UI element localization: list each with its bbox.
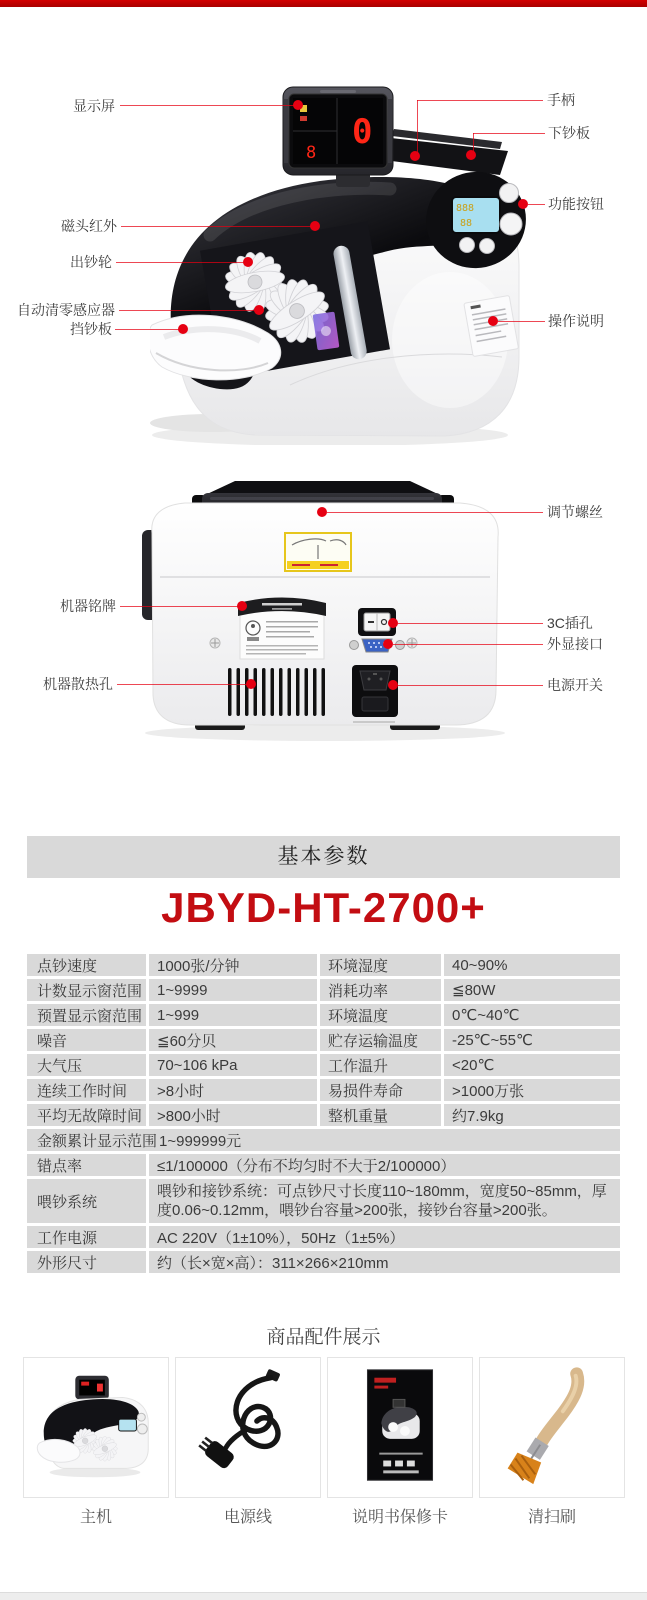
accessory-caption-power-cord: 电源线 xyxy=(223,1509,272,1526)
callout-line xyxy=(393,644,543,645)
callout-lower-plate: 下钞板 xyxy=(548,125,590,141)
callout-dot xyxy=(518,199,528,209)
main-unit-image xyxy=(24,1358,168,1497)
spec-row xyxy=(27,1054,620,1076)
spec-label: 环境湿度 xyxy=(320,954,441,976)
callout-function-buttons: 功能按钮 xyxy=(548,196,604,212)
accessory-card-manual xyxy=(327,1357,473,1498)
spec-value: >800小时 xyxy=(149,1104,317,1126)
callout-line xyxy=(119,310,257,311)
spec-label: 预置显示窗范围 xyxy=(27,1004,146,1026)
panel-button xyxy=(460,238,475,253)
callout-line xyxy=(398,623,543,624)
spec-label: 错点率 xyxy=(27,1154,146,1176)
spec-label: 平均无故障时间 xyxy=(27,1104,146,1126)
callout-handle: 手柄 xyxy=(547,92,575,108)
spec-value: >8小时 xyxy=(149,1079,317,1101)
accessory-caption-manual: 说明书保修卡 xyxy=(351,1509,448,1526)
callout-display-screen: 显示屏 xyxy=(73,98,115,114)
callout-operation-instructions: 操作说明 xyxy=(548,313,604,329)
callout-dot xyxy=(317,507,327,517)
spec-value: 40~90% xyxy=(444,954,620,976)
callout-dot xyxy=(237,601,247,611)
callout-dot xyxy=(293,100,303,110)
spec-label: 点钞速度 xyxy=(27,954,146,976)
spec-label: 整机重量 xyxy=(320,1104,441,1126)
spec-row-merged xyxy=(27,1129,620,1151)
callout-dot xyxy=(246,679,256,689)
callout-line xyxy=(327,512,543,513)
callout-line xyxy=(498,321,545,322)
spec-value: 0℃~40℃ xyxy=(444,1004,620,1026)
spec-row xyxy=(27,1079,620,1101)
top-red-bar xyxy=(0,0,647,7)
spec-label: 易损件寿命 xyxy=(320,1079,441,1101)
spec-row xyxy=(27,954,620,976)
spec-value: 70~106 kPa xyxy=(149,1054,317,1076)
spec-section-header: 基本参数 xyxy=(27,836,620,878)
spec-value: 约（长×宽×高）：311×266×210mm xyxy=(149,1251,620,1273)
callout-line xyxy=(417,100,543,101)
callout-line xyxy=(473,133,545,134)
spec-value: AC 220V（1±10%），50Hz（1±5%） xyxy=(149,1226,620,1248)
spec-value: >1000万张 xyxy=(444,1079,620,1101)
spec-label: 连续工作时间 xyxy=(27,1079,146,1101)
spec-value: 喂钞和接钞系统：可点钞尺寸长度110~180mm，宽度50~85mm，厚度0.06~0.12mm，喂钞台容量>200张，接钞台容量>200张。 xyxy=(149,1179,620,1223)
spec-value: 1~999 xyxy=(149,1004,317,1026)
spec-label: 消耗功率 xyxy=(320,979,441,1001)
manual-warranty-image xyxy=(328,1358,472,1497)
spec-label: 噪音 xyxy=(27,1029,146,1051)
panel-button xyxy=(500,213,522,235)
spec-table xyxy=(27,954,620,1276)
panel-button xyxy=(500,184,519,203)
callout-dot xyxy=(466,150,476,160)
callout-external-display-port: 外显接口 xyxy=(547,636,603,652)
panel-button xyxy=(480,239,495,254)
accessory-caption-brush: 清扫刷 xyxy=(527,1509,576,1526)
callout-adjust-screw: 调节螺丝 xyxy=(547,504,603,520)
accessory-card-power-cord xyxy=(175,1357,321,1498)
spec-value: 1~9999 xyxy=(149,979,317,1001)
spec-row xyxy=(27,1004,620,1026)
spec-label: 喂钞系统 xyxy=(27,1179,146,1223)
callout-line xyxy=(398,685,543,686)
cleaning-brush-image xyxy=(480,1358,624,1497)
spec-label: 计数显示窗范围 xyxy=(27,979,146,1001)
display-small-digit: 8 xyxy=(306,143,317,163)
spec-label: 工作电源 xyxy=(27,1226,146,1248)
display-main-digit: 0 xyxy=(352,112,373,152)
bottom-divider-strip xyxy=(0,1592,647,1600)
accessory-card-brush xyxy=(479,1357,625,1498)
callout-auto-clear-sensor: 自动清零感应器 xyxy=(17,302,115,318)
callout-dot xyxy=(254,305,264,315)
accessories-section-title: 商品配件展示 xyxy=(266,1327,381,1348)
callout-line xyxy=(528,204,545,205)
power-inlet xyxy=(352,665,398,717)
spec-value: 约7.9kg xyxy=(444,1104,620,1126)
callout-power-switch: 电源开关 xyxy=(547,677,603,693)
spec-value: ≦80W xyxy=(444,979,620,1001)
panel-lcd-row2: 88 xyxy=(460,218,473,229)
spec-row xyxy=(27,979,620,1001)
callout-3c-socket: 3C插孔 xyxy=(547,615,593,631)
spec-row xyxy=(27,1104,620,1126)
callout-magnetic-head: 磁头红外 xyxy=(61,218,117,234)
panel-lcd-row1: 888 xyxy=(456,203,475,214)
nameplate xyxy=(238,598,326,660)
callout-dot xyxy=(388,680,398,690)
spec-label: 贮存运输温度 xyxy=(320,1029,441,1051)
callout-dot xyxy=(243,257,253,267)
spec-value: -25℃~55℃ xyxy=(444,1029,620,1051)
callout-line xyxy=(115,329,181,330)
callout-dot xyxy=(388,618,398,628)
callout-line xyxy=(117,684,249,685)
spec-value: <20℃ xyxy=(444,1054,620,1076)
warning-label xyxy=(285,533,351,571)
callout-line xyxy=(120,606,240,607)
instruction-sticker xyxy=(464,295,519,356)
power-cord-image xyxy=(176,1358,320,1497)
callout-dot xyxy=(383,639,393,649)
callout-vents: 机器散热孔 xyxy=(43,676,113,692)
callout-line xyxy=(116,262,246,263)
callout-dot xyxy=(410,151,420,161)
accessory-caption-main-unit: 主机 xyxy=(79,1509,112,1526)
spec-row xyxy=(27,1251,620,1273)
callout-note-baffle: 挡钞板 xyxy=(70,321,112,337)
model-title: JBYD-HT-2700+ xyxy=(161,884,486,931)
callout-nameplate: 机器铭牌 xyxy=(60,598,116,614)
spec-label: 大气压 xyxy=(27,1054,146,1076)
spec-label: 金额累计显示范围 xyxy=(37,1132,158,1150)
spec-value: 1000张/分钟 xyxy=(149,954,317,976)
callout-line xyxy=(120,105,298,106)
callout-note-wheel: 出钞轮 xyxy=(70,254,112,270)
callout-dot xyxy=(178,324,188,334)
callout-line xyxy=(121,226,313,227)
spec-label: 环境温度 xyxy=(320,1004,441,1026)
callout-dot xyxy=(310,221,320,231)
spec-label: 工作温升 xyxy=(320,1054,441,1076)
spec-value: 1~999999元 xyxy=(159,1132,242,1150)
spec-value: ≤1/100000（分布不均匀时不大于2/100000） xyxy=(149,1154,620,1176)
spec-row xyxy=(27,1226,620,1248)
spec-row xyxy=(27,1179,620,1223)
spec-value: ≦60分贝 xyxy=(149,1029,317,1051)
spec-row xyxy=(27,1029,620,1051)
spec-label: 外形尺寸 xyxy=(27,1251,146,1273)
spec-row xyxy=(27,1154,620,1176)
callout-line xyxy=(417,100,418,155)
callout-dot xyxy=(488,316,498,326)
accessory-card-main-unit xyxy=(23,1357,169,1498)
